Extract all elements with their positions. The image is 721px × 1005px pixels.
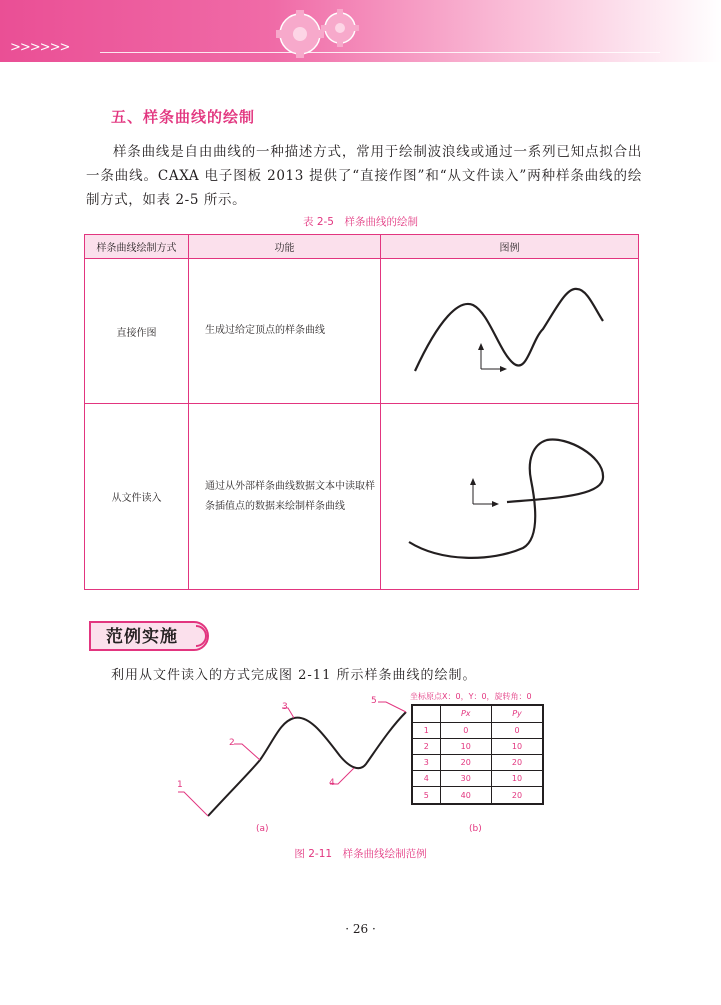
sample-banner-title: 范例实施 [106, 627, 178, 647]
table-cell: 1 [412, 722, 440, 738]
table-header-cell: 样条曲线绘制方式 [85, 235, 189, 259]
subfigure-label-a: (a) [256, 824, 269, 834]
table-cell: 20 [492, 787, 544, 804]
table-cell: 4 [412, 771, 440, 787]
callout-label: 3 [282, 702, 288, 712]
table-header-row [412, 705, 543, 722]
table-cell: 30 [440, 771, 492, 787]
table-cell: 10 [492, 738, 544, 754]
file-spline-illustration [381, 404, 637, 586]
task-instruction: 利用从文件读入的方式完成图 2-11 所示样条曲线的绘制。 [111, 668, 477, 683]
table-row [412, 754, 543, 770]
table-cell: 0 [440, 722, 492, 738]
table-header-cell: Py [492, 705, 544, 722]
coordinate-origin-caption: 坐标原点X：0，Y：0，旋转角：0 [410, 692, 532, 701]
table-cell: 2 [412, 738, 440, 754]
function-cell: 生成过给定顶点的样条曲线 [189, 259, 381, 404]
figure-caption: 图 2-11 样条曲线绘制范例 [294, 848, 427, 860]
callout-label: 5 [371, 696, 377, 706]
header-chevrons: >>>>>> [10, 40, 70, 55]
table-row [412, 722, 543, 738]
section-title: 五、样条曲线的绘制 [111, 108, 256, 126]
table-cell: 10 [440, 738, 492, 754]
spline-methods-table [84, 234, 639, 590]
illustration-cell [381, 404, 639, 590]
callout-label: 4 [329, 778, 335, 788]
table-row [85, 404, 639, 590]
table-header-cell: 功能 [189, 235, 381, 259]
table-header-cell: Px [440, 705, 492, 722]
method-cell: 从文件读入 [85, 404, 189, 590]
table-cell: 10 [492, 771, 544, 787]
table-caption: 表 2-5 样条曲线的绘制 [303, 216, 418, 228]
table-cell: 20 [492, 754, 544, 770]
table-cell: 0 [492, 722, 544, 738]
method-cell: 直接作图 [85, 259, 189, 404]
body-paragraph: 样条曲线是自由曲线的一种描述方式，常用于绘制波浪线或通过一系列已知点拟合出一条曲线。CAXA 电子图板 2013 提供了“直接作图”和“从文件读入”两种样条曲线的绘制方式，如表 2-5 所示。 [86, 144, 642, 208]
header-rule [100, 52, 660, 53]
table-cell: 5 [412, 787, 440, 804]
callout-label: 2 [229, 738, 235, 748]
gears-icon [262, 4, 372, 60]
table-cell: 3 [412, 754, 440, 770]
coordinate-table [411, 704, 544, 805]
function-cell: 通过从外部样条曲线数据文本中读取样条插值点的数据来绘制样条曲线 [189, 404, 381, 590]
table-cell: 20 [440, 754, 492, 770]
callout-label: 1 [177, 780, 183, 790]
table-row [412, 771, 543, 787]
table-cell: 40 [440, 787, 492, 804]
table-row [412, 738, 543, 754]
table-row [412, 787, 543, 804]
table-header-cell: 图例 [381, 235, 639, 259]
illustration-cell [381, 259, 639, 404]
page-number: · 26 · [345, 922, 376, 936]
table-header-row [85, 235, 639, 259]
sample-spline-curve [170, 692, 410, 822]
table-header-cell [412, 705, 440, 722]
subfigure-label-b: (b) [469, 824, 482, 834]
table-row [85, 259, 639, 404]
direct-spline-illustration [381, 259, 637, 400]
